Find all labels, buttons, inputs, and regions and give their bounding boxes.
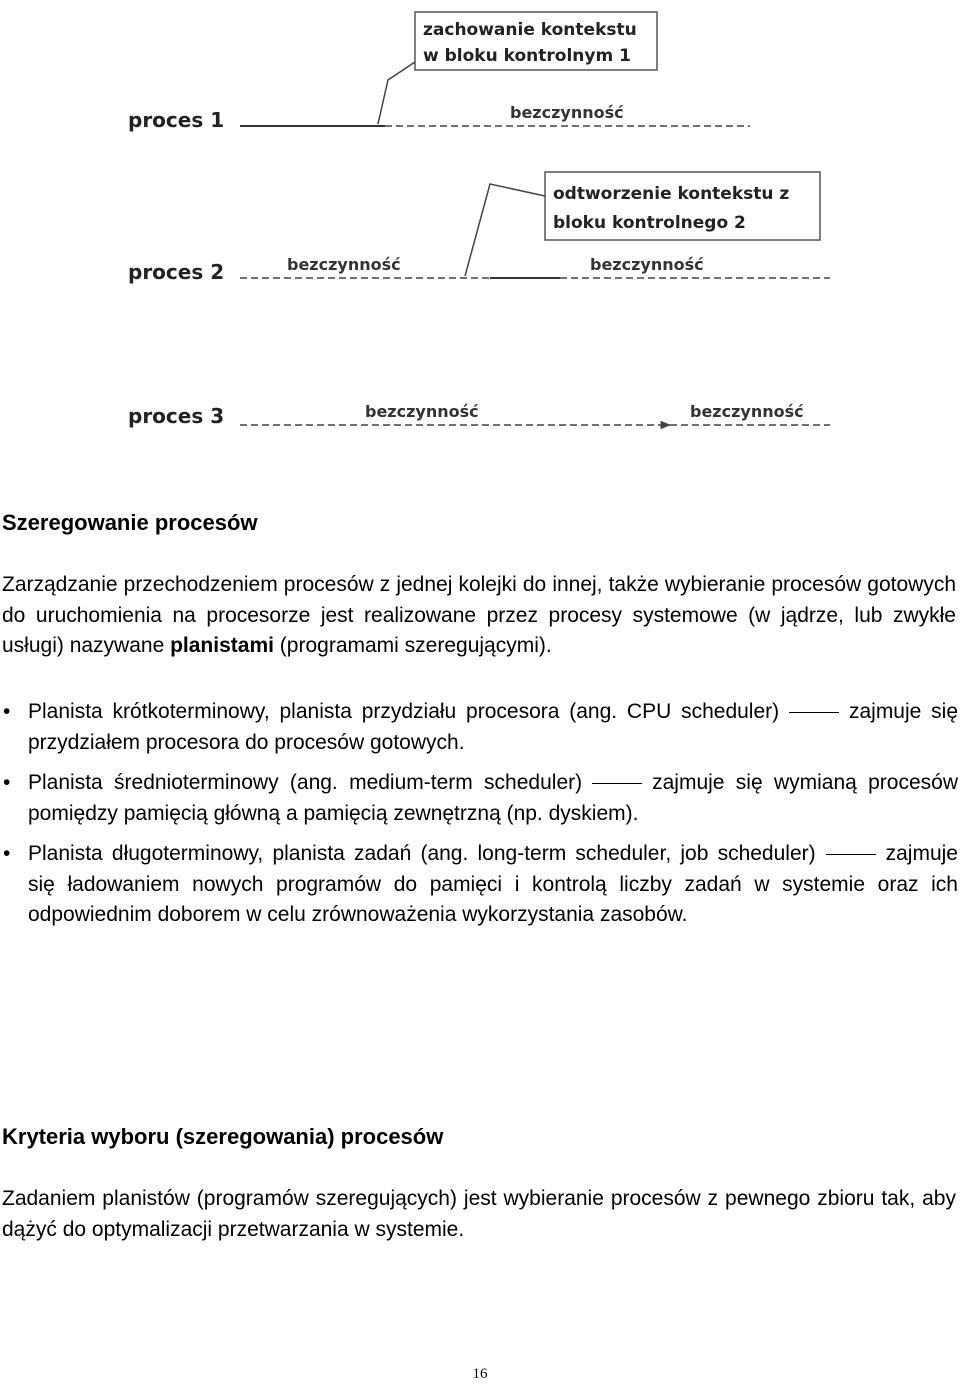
process-2-label: proces 2 (128, 260, 225, 284)
callout-save-pointer (378, 62, 415, 124)
bullet-icon: • (3, 842, 11, 865)
bullet-text-before: Planista krótkoterminowy, planista przydziału procesora (ang. CPU scheduler) (28, 700, 780, 723)
callout-restore-line1: odtworzenie kontekstu z (553, 184, 790, 204)
process-1-label: proces 1 (128, 108, 225, 132)
list-item (0, 697, 958, 758)
process-3-label: proces 3 (128, 404, 225, 428)
callout-restore-line2: bloku kontrolnego 2 (553, 213, 746, 233)
intro-text-before: Zarządzanie przechodzeniem procesów z jednej kolejki do innej, także wybieranie procesów gotowych do uruchomienia na procesorze jest realizowane przez procesy systemowe (w jądrze, lub zwykłe usługi) nazywane (2, 573, 956, 657)
callout-save-line2: w bloku kontrolnym 1 (423, 46, 631, 66)
page-number: 16 (472, 1366, 488, 1382)
em-dash-line (592, 783, 642, 785)
section-heading-scheduling: Szeregowanie procesów (2, 510, 258, 535)
bullet-text-before: Planista średnioterminowy (ang. medium-term scheduler) (28, 771, 583, 794)
bullet-text-after: zajmuje się wymianą procesów pomiędzy pamięcią główną a pamięcią zewnętrzną (np. dyskiem). (28, 771, 958, 825)
scheduler-types-list (0, 697, 958, 931)
bullet-text-before: Planista długoterminowy, planista zadań (ang. long-term scheduler, job scheduler) (28, 842, 816, 865)
intro-bold-term: planistami (170, 634, 274, 657)
list-item (0, 768, 958, 829)
process-2-idle-label-left: bezczynność (287, 255, 401, 274)
em-dash-line (789, 712, 839, 714)
process-switch-diagram (0, 0, 960, 470)
callout-restore-pointer (465, 184, 545, 276)
bullet-text-after: zajmuje się ładowaniem nowych programów do pamięci i kontrolą liczby zadań w systemie oraz ich odpowiednim doborem w celu zrównoważenia wykorzystania zasobów. (28, 842, 958, 926)
bullet-icon: • (3, 700, 11, 723)
criteria-paragraph: Zadaniem planistów (programów szeregujących) jest wybieranie procesów z pewnego zbioru tak, aby dążyć do optymalizacji przetwarzania w systemie. (2, 1187, 956, 1241)
bullet-text-after: zajmuje się przydziałem procesora do procesów gotowych. (28, 700, 958, 754)
list-item (0, 839, 958, 931)
process-1-idle-label: bezczynność (510, 103, 624, 122)
process-3-idle-label-left: bezczynność (365, 402, 479, 421)
intro-paragraph (2, 570, 956, 662)
em-dash-line (826, 854, 876, 856)
intro-text-after: (programami szeregującymi). (273, 634, 552, 657)
process-2-idle-label-right: bezczynność (590, 255, 704, 274)
bullet-icon: • (3, 771, 11, 794)
process-3-idle-label-right: bezczynność (690, 402, 804, 421)
callout-save-line1: zachowanie kontekstu (423, 20, 637, 40)
section-heading-criteria: Kryteria wyboru (szeregowania) procesów (2, 1124, 444, 1149)
